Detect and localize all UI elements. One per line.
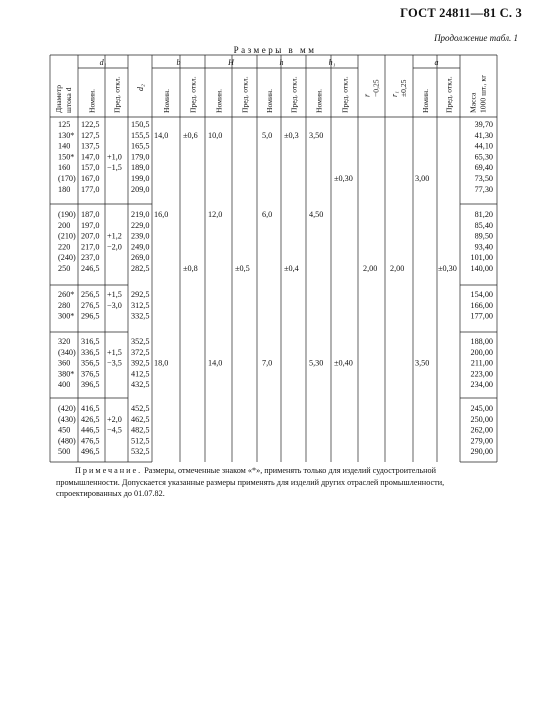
table-row-d2: 352,5 xyxy=(131,337,150,346)
table-row-diameter: 260* xyxy=(58,290,75,299)
table-row-mass: 166,00 xyxy=(470,300,493,310)
header-b: b xyxy=(176,58,181,67)
table-row-mass: 279,00 xyxy=(470,436,493,446)
table-row-diameter: (210) xyxy=(58,231,76,241)
header-deviation: Пред. откл. xyxy=(340,76,350,113)
table-row-d1: 246,5 xyxy=(81,264,100,273)
table-row-d2: 239,0 xyxy=(131,231,150,241)
table-row-d1: 476,5 xyxy=(81,436,100,446)
header-deviation: Пред. откл. xyxy=(112,76,122,113)
table-row-d1: 356,5 xyxy=(81,358,100,368)
table-row-d1: 177,0 xyxy=(81,184,100,194)
table-row-diameter: 450 xyxy=(58,425,71,435)
header-r-tol: −0,25 xyxy=(371,79,381,97)
r1-value: 2,00 xyxy=(390,264,405,273)
table-row-diameter: (480) xyxy=(58,436,76,446)
H-nominal: 12,0 xyxy=(208,210,223,219)
table-row-d2: 412,5 xyxy=(131,369,150,379)
a-nominal: 3,50 xyxy=(415,358,430,368)
note-text: Размеры, отмеченные знаком «*», применять только для изделий судостроительной промышленности. Допускается указанные размеры применять для изделий других отраслей промышленности, спроектированных до 01.07.82. xyxy=(56,466,445,498)
table-row-d1: 197,0 xyxy=(81,220,100,230)
d1-deviation-upper: +2,0 xyxy=(107,414,122,424)
h-deviation: ±0,3 xyxy=(284,130,299,140)
table-row-d2: 219,0 xyxy=(131,210,150,219)
table-note xyxy=(56,465,491,500)
header-deviation: Пред. откл. xyxy=(188,76,198,113)
table-row-diameter: 125 xyxy=(58,120,71,129)
table-row-mass: 262,00 xyxy=(470,425,493,435)
d1-deviation-lower: −3,0 xyxy=(107,300,122,310)
table-row-d2: 179,0 xyxy=(131,152,150,162)
document-id: ГОСТ 24811—81 С. 3 xyxy=(400,6,522,20)
table-row-d1: 256,5 xyxy=(81,290,100,299)
header-h1: h₁ xyxy=(328,58,336,67)
table-row-diameter: (190) xyxy=(58,210,76,219)
h-deviation: ±0,4 xyxy=(284,264,299,273)
table-row-mass: 69,40 xyxy=(474,163,493,173)
header-nominal: Номин. xyxy=(314,89,324,113)
table-row-d2: 282,5 xyxy=(131,264,150,273)
table-row-d1: 217,0 xyxy=(81,242,100,252)
header-diameter: штока d xyxy=(64,87,73,113)
table-row-d2: 165,5 xyxy=(131,141,150,151)
d1-deviation-upper: +1,5 xyxy=(107,290,122,299)
header-nominal: Номин. xyxy=(87,89,97,113)
table-row-mass: 154,00 xyxy=(470,290,493,299)
table-row-d1: 127,5 xyxy=(81,130,100,140)
table-row-diameter: 220 xyxy=(58,242,71,252)
header-diameter: Диаметр xyxy=(54,85,63,113)
b-nominal: 18,0 xyxy=(154,358,169,368)
header-deviation: Пред. откл. xyxy=(289,76,299,113)
table-row-diameter: 400 xyxy=(58,380,71,390)
header-nominal: Номин. xyxy=(214,89,224,113)
d1-deviation-upper: +1,0 xyxy=(107,152,122,162)
table-row-d2: 269,0 xyxy=(131,253,150,263)
table-row-diameter: (240) xyxy=(58,253,76,263)
table-row-d2: 155,5 xyxy=(131,130,150,140)
table-row-mass: 65,30 xyxy=(474,152,493,162)
header-a: a xyxy=(434,58,439,67)
d1-deviation-lower: −2,0 xyxy=(107,242,122,252)
table-row-d2: 292,5 xyxy=(131,290,150,299)
table-row-mass: 250,00 xyxy=(470,414,493,424)
table-row-d1: 426,5 xyxy=(81,414,100,424)
table-row-d1: 147,0 xyxy=(81,152,100,162)
b-deviation: ±0,8 xyxy=(183,264,198,273)
table-row-mass: 101,00 xyxy=(470,253,493,263)
h1-nominal: 4,50 xyxy=(309,210,324,219)
table-row-mass: 223,00 xyxy=(470,369,493,379)
table-row-mass: 200,00 xyxy=(470,347,493,357)
r-value: 2,00 xyxy=(363,264,378,273)
table-row-d2: 199,0 xyxy=(131,174,150,183)
table-row-diameter: 200 xyxy=(58,220,71,230)
table-row-d2: 482,5 xyxy=(131,425,150,435)
b-nominal: 16,0 xyxy=(154,210,169,219)
H-nominal: 10,0 xyxy=(208,130,223,140)
table-row-diameter: 150* xyxy=(58,152,75,162)
table-row-d2: 512,5 xyxy=(131,436,150,446)
table-row-diameter: (170) xyxy=(58,174,76,183)
table-row-d1: 122,5 xyxy=(81,120,100,129)
table-row-mass: 211,00 xyxy=(470,358,493,368)
table-row-d1: 446,5 xyxy=(81,425,100,435)
table-row-d2: 452,5 xyxy=(131,404,150,413)
table-row-d1: 336,5 xyxy=(81,347,100,357)
d1-deviation-lower: −1,5 xyxy=(107,163,122,173)
table-row-d1: 167,0 xyxy=(81,174,100,183)
table-row-diameter: (430) xyxy=(58,414,76,424)
H-deviation: ±0,5 xyxy=(235,264,250,273)
table-row-diameter: 250 xyxy=(58,264,71,273)
table-row-d2: 432,5 xyxy=(131,380,150,390)
table-row-mass: 245,00 xyxy=(470,404,493,413)
d1-deviation-upper: +1,2 xyxy=(107,231,122,241)
table-row-diameter: (420) xyxy=(58,404,76,413)
table-row-diameter: (340) xyxy=(58,347,76,357)
table-row-d1: 396,5 xyxy=(81,380,100,390)
table-row-mass: 93,40 xyxy=(474,242,493,252)
table-row-diameter: 380* xyxy=(58,369,75,379)
b-deviation: ±0,6 xyxy=(183,130,198,140)
header-d2: d₂ xyxy=(136,84,145,91)
table-row-d1: 157,0 xyxy=(81,163,100,173)
table-row-d2: 249,0 xyxy=(131,242,150,252)
table-row-d2: 229,0 xyxy=(131,220,150,230)
table-row-d1: 296,5 xyxy=(81,311,100,321)
table-row-diameter: 130* xyxy=(58,130,75,140)
table-row-mass: 177,00 xyxy=(470,311,493,321)
a-deviation: ±0,30 xyxy=(438,264,457,273)
table-row-diameter: 500 xyxy=(58,447,71,457)
units-title: Размеры в мм xyxy=(233,45,317,55)
table-row-d2: 462,5 xyxy=(131,414,150,424)
a-nominal: 3,00 xyxy=(415,174,430,183)
table-row-d2: 312,5 xyxy=(131,300,150,310)
header-mass: 1000 шт., кг xyxy=(478,74,488,113)
table-row-d1: 496,5 xyxy=(81,447,100,457)
table-row-d1: 187,0 xyxy=(81,210,100,219)
table-row-mass: 188,00 xyxy=(470,337,493,346)
table-row-mass: 44,10 xyxy=(474,141,493,151)
table-row-mass: 81,20 xyxy=(474,210,493,219)
table-row-d2: 392,5 xyxy=(131,358,150,368)
table-row-d1: 237,0 xyxy=(81,253,100,263)
h1-deviation: ±0,40 xyxy=(334,358,353,368)
table-row-diameter: 160 xyxy=(58,163,71,173)
header-mass: Масса xyxy=(468,92,478,113)
table-row-d1: 137,5 xyxy=(81,141,100,151)
header-r1: r₁ xyxy=(390,91,399,97)
header-nominal: Номин. xyxy=(265,89,274,113)
table-row-d2: 189,0 xyxy=(131,163,150,173)
table-row-diameter: 360 xyxy=(58,358,71,368)
table-row-mass: 77,30 xyxy=(474,184,493,194)
table-row-mass: 41,30 xyxy=(474,130,493,140)
header-deviation: Пред. откл. xyxy=(240,76,250,113)
table-row-mass: 140,00 xyxy=(470,264,493,273)
h-nominal: 5,0 xyxy=(262,130,273,140)
d1-deviation-lower: −4,5 xyxy=(107,425,122,435)
table-row-d2: 209,0 xyxy=(131,184,150,194)
h1-deviation: ±0,30 xyxy=(334,174,353,183)
table-row-diameter: 140 xyxy=(58,141,71,151)
table-row-diameter: 280 xyxy=(58,300,71,310)
h-nominal: 6,0 xyxy=(262,210,273,219)
table-row-d2: 150,5 xyxy=(131,120,150,129)
table-row-d2: 532,5 xyxy=(131,447,150,457)
table-row-mass: 85,40 xyxy=(474,220,493,230)
table-row-mass: 89,50 xyxy=(474,231,493,241)
note-label: Примечание. xyxy=(75,466,143,475)
table-row-diameter: 300* xyxy=(58,311,75,321)
d1-deviation-upper: +1,5 xyxy=(107,347,122,357)
header-d1: d₁ xyxy=(99,58,107,67)
table-row-mass: 234,00 xyxy=(470,380,493,390)
header-H: H xyxy=(228,58,234,67)
table-continuation: Продолжение табл. 1 xyxy=(434,33,518,43)
header-h: h xyxy=(279,58,284,67)
header-nominal: Номин. xyxy=(162,89,171,113)
table-row-d2: 332,5 xyxy=(131,311,150,321)
header-r: r xyxy=(362,93,372,97)
d1-deviation-lower: −3,5 xyxy=(107,358,122,368)
table-row-d1: 416,5 xyxy=(81,404,100,413)
table-row-d1: 276,5 xyxy=(81,300,100,310)
table-row-d2: 372,5 xyxy=(131,347,150,357)
table-row-mass: 73,50 xyxy=(474,174,493,183)
table-row-mass: 39,70 xyxy=(474,120,493,129)
h-nominal: 7,0 xyxy=(262,358,273,368)
h1-nominal: 3,50 xyxy=(309,130,324,140)
table-row-d1: 376,5 xyxy=(81,369,100,379)
table-row-diameter: 180 xyxy=(58,184,71,194)
header-nominal: Номин. xyxy=(421,89,430,113)
b-nominal: 14,0 xyxy=(154,130,169,140)
table-row-d1: 207,0 xyxy=(81,231,100,241)
H-nominal: 14,0 xyxy=(208,358,223,368)
header-deviation: Пред. откл. xyxy=(444,76,454,113)
h1-nominal: 5,30 xyxy=(309,358,324,368)
table-row-diameter: 320 xyxy=(58,337,71,346)
header-r1-tol: ±0,25 xyxy=(399,79,408,97)
table-row-d1: 316,5 xyxy=(81,337,100,346)
table-row-mass: 290,00 xyxy=(470,447,493,457)
